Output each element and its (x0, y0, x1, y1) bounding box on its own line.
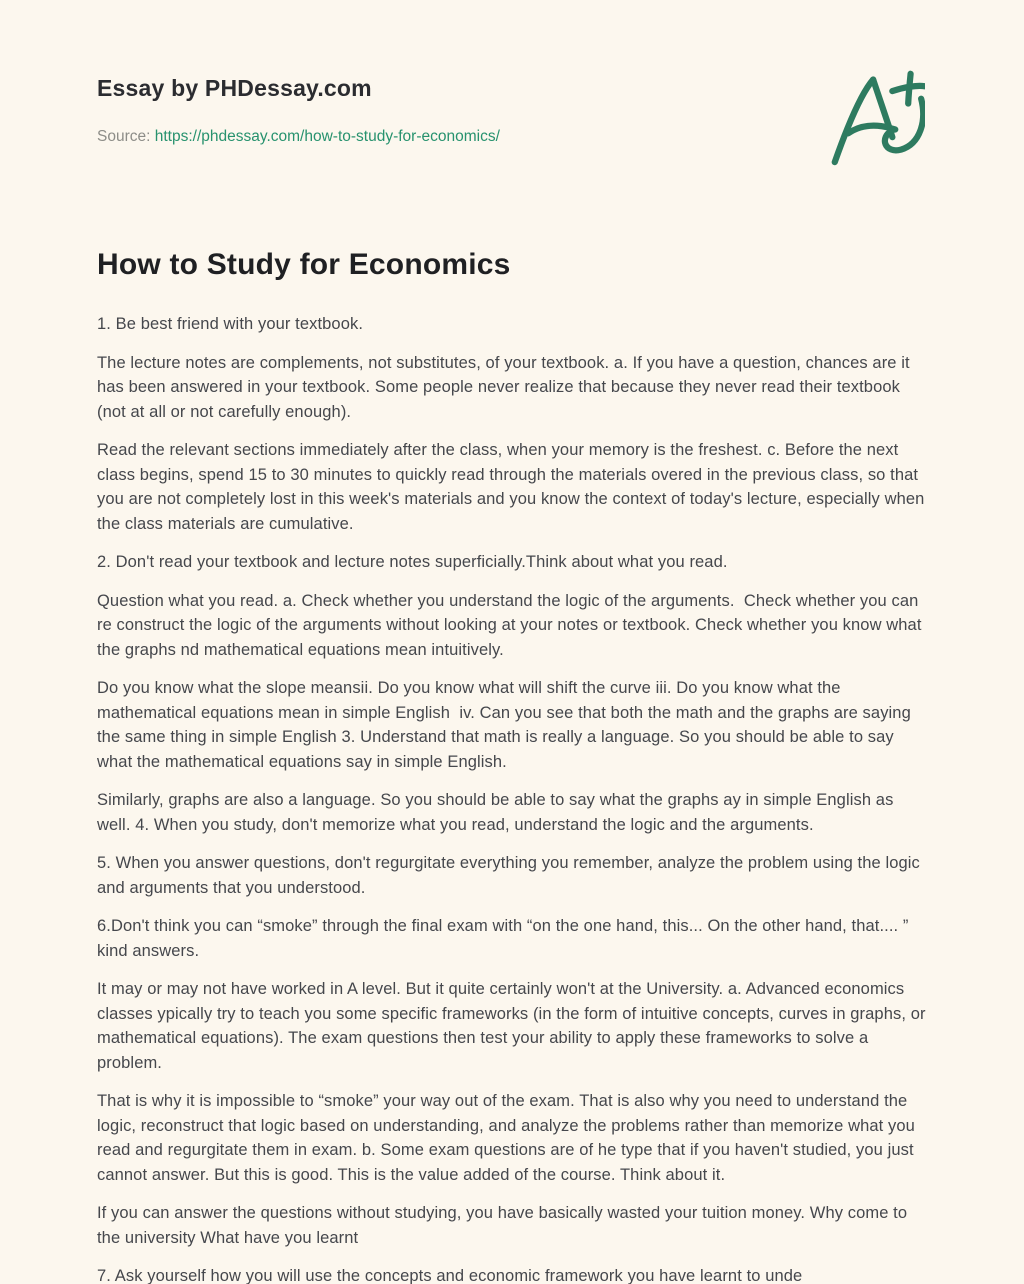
essay-paragraph: 7. Ask yourself how you will use the concepts and economic framework you have learnt to unde (97, 1267, 803, 1284)
essay-paragraph: 2. Don't read your textbook and lecture notes superficially.Think about what you read. (97, 553, 728, 571)
essay-paragraph: That is why it is impossible to “smoke” your way out of the exam. That is also why you need to understand the logic, reconstruct that logic based on understanding, and analyze the problems rather than memorize what you read and regurgitate them in exam. b. Some exam questions are of he type that if you haven't studied, you just cannot answer. But this is good. This is the value added of the course. Think about it. (97, 1092, 920, 1184)
essay-paragraph: 6.Don't think you can “smoke” through the final exam with “on the one hand, this... On the other hand, that.... ” kind answers. (97, 917, 914, 960)
source-link[interactable]: https://phdessay.com/how-to-study-for-economics/ (154, 128, 500, 145)
essay-paragraph: It may or may not have worked in A level. But it quite certainly won't at the University. a. Advanced economics classes ypically try to teach you some specific frameworks (in the form of intuitive concepts, curves in graphs, or mathematical equations). The exam questions then test your ability to apply these frameworks to solve a problem. (97, 980, 931, 1072)
essay-paragraph: The lecture notes are complements, not substitutes, of your textbook. a. If you have a question, chances are it has been answered in your textbook. Some people never realize that because they never read their textbook (not at all or not carefully enough). (97, 353, 915, 421)
essay-title: How to Study for Economics (97, 248, 511, 281)
essay-paragraph: 1. Be best friend with your textbook. (97, 315, 364, 333)
a-plus-logo-icon (829, 68, 925, 166)
essay-body (97, 312, 929, 1284)
essay-paragraph: Read the relevant sections immediately after the class, when your memory is the freshest. c. Before the next class begins, spend 15 to 30 minutes to quickly read through the materials overed in the previous class, so that you are not completely lost in this week's materials and you know the context of today's lecture, especially when the class materials are cumulative. (97, 441, 930, 533)
source-line (97, 127, 500, 146)
essay-paragraph: 5. When you answer questions, don't regurgitate everything you remember, analyze the problem using the logic and arguments that you understood. (97, 854, 925, 897)
essay-byline: Essay by PHDessay.com (97, 75, 372, 101)
page-header (97, 76, 927, 166)
essay-paragraph: If you can answer the questions without studying, you have basically wasted your tuition money. Why come to the university What have you learnt (97, 1204, 912, 1247)
source-label: Source: (97, 128, 151, 145)
header-text-block (97, 76, 500, 146)
essay-paragraph: Question what you read. a. Check whether you understand the logic of the arguments. Check whether you can re construct the logic of the arguments without looking at your notes or textbook. Check whether you know what the graphs nd mathematical equations mean intuitively. (97, 591, 927, 659)
essay-paragraph: Similarly, graphs are also a language. So you should be able to say what the graphs ay in simple English as well. 4. When you study, don't memorize what you read, understand the logic and the arguments. (97, 791, 899, 834)
essay-paragraph: Do you know what the slope meansii. Do you know what will shift the curve iii. Do you know what the mathematical equations mean in simple English iv. Can you see that both the math and the graphs are saying the same thing in simple English 3. Understand that math is really a language. So you should be able to say what the mathematical equations say in simple English. (97, 679, 916, 771)
